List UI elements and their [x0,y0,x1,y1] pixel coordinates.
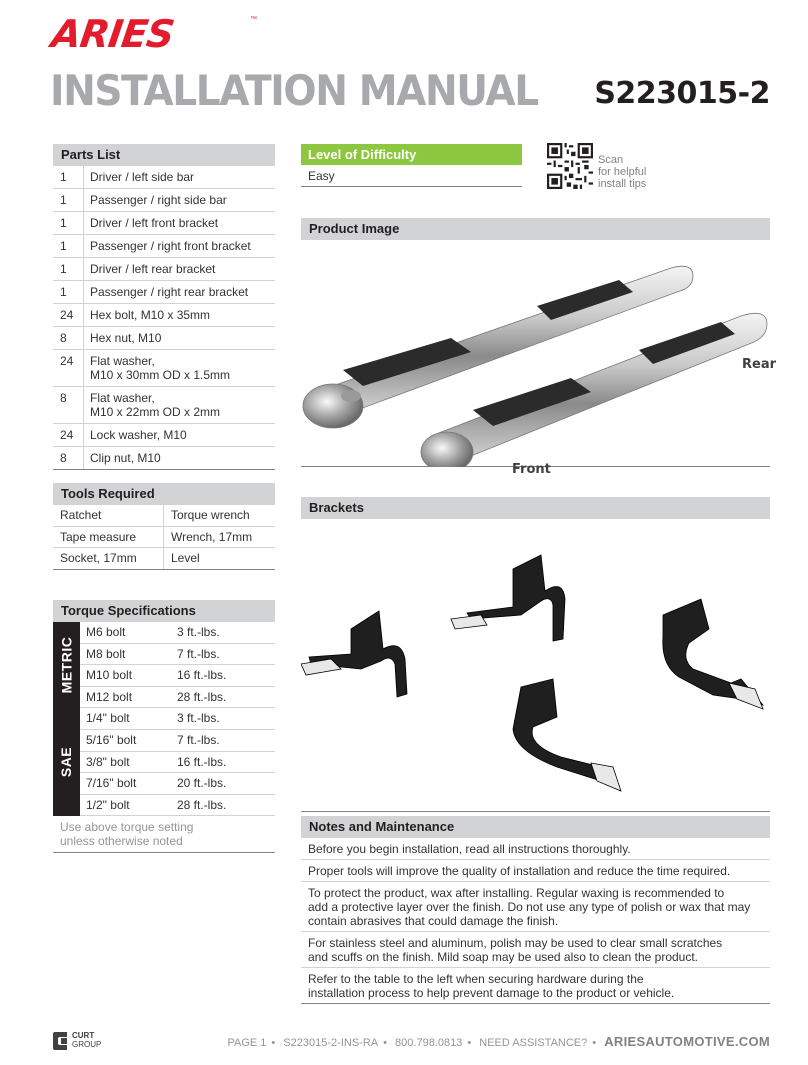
tool-name: Socket, 17mm [53,548,164,569]
torque-specifications [53,600,275,853]
part-desc: Clip nut, M10 [90,451,161,465]
brackets-section [301,497,770,812]
sae-group [53,708,275,816]
torque-row [80,795,275,817]
rear-label: Rear [742,357,777,372]
front-label: Front [512,462,551,477]
parts-row [53,235,275,258]
brackets-image [301,519,770,812]
part-qty: 8 [53,327,84,349]
tool-name: Level [171,551,200,565]
bolt-size: 1/4" bolt [86,711,130,726]
brackets-heading: Brackets [301,497,770,519]
parts-row [53,189,275,212]
part-qty: 1 [53,212,84,234]
phone-number[interactable]: 800.798.0813 [395,1037,463,1049]
part-desc: Driver / left rear bracket [90,262,216,276]
scan-text: Scan for helpful install tips [598,154,647,190]
qr-code-icon[interactable] [547,143,593,189]
bolt-size: M8 bolt [86,646,126,661]
part-qty: 1 [53,281,84,303]
difficulty-value: Easy [301,165,522,187]
torque-value: 20 ft.-lbs. [177,776,227,791]
bolt-size: 1/2" bolt [86,797,130,812]
sae-label: SAE [53,708,80,816]
need-assistance: NEED ASSISTANCE? [479,1037,588,1049]
brackets-illustration [301,519,770,812]
logo-wordmark: ARIES [48,12,177,56]
difficulty-box [301,144,522,187]
torque-row [80,773,275,795]
torque-row [80,730,275,752]
torque-row [80,665,275,687]
note-item: For stainless steel and aluminum, polish may be used to clear small scratches and scuffs on the finish. Mild soap may be used also to clean the product. [301,932,770,968]
part-qty: 8 [53,447,84,469]
bolt-size: M12 bolt [86,689,133,704]
parts-row [53,281,275,304]
part-qty: 24 [53,350,84,386]
part-desc: Passenger / right side bar [90,193,227,207]
tools-heading: Tools Required [53,483,275,505]
part-qty: 24 [53,424,84,446]
tools-row [53,505,275,527]
torque-note: Use above torque setting unless otherwise noted [53,816,275,853]
part-desc: Lock washer, M10 [90,428,187,442]
page-number: PAGE 1 [227,1037,267,1049]
product-image-heading: Product Image [301,218,770,240]
part-desc: Hex nut, M10 [90,331,162,345]
torque-value: 28 ft.-lbs. [177,689,227,704]
torque-row [80,708,275,730]
part-desc: Passenger / right front bracket [90,239,251,253]
parts-row [53,327,275,350]
tool-name: Tape measure [53,527,164,548]
tools-row [53,527,275,549]
part-number: S223015-2 [594,76,770,111]
torque-row [80,622,275,644]
note-item: Proper tools will improve the quality of installation and reduce the time required. [301,860,770,882]
torque-value: 16 ft.-lbs. [177,754,227,769]
part-desc: Driver / left front bracket [90,216,219,230]
note-item: Before you begin installation, read all instructions thoroughly. [301,838,770,860]
bolt-size: 3/8" bolt [86,754,130,769]
torque-row [80,752,275,774]
parts-row [53,387,275,424]
parts-row [53,424,275,447]
tool-name: Torque wrench [171,508,250,522]
bolt-size: 7/16" bolt [86,776,137,791]
part-qty: 1 [53,258,84,280]
part-qty: 1 [53,166,84,188]
part-desc: Flat washer, M10 x 22mm OD x 2mm [90,391,221,419]
part-desc: Flat washer, M10 x 30mm OD x 1.5mm [90,354,231,382]
tools-row [53,548,275,570]
parts-row [53,350,275,387]
torque-heading: Torque Specifications [53,600,275,622]
note-item: To protect the product, wax after installing. Regular waxing is recommended to add a protective layer over the finish. Do not use any type of polish or wax that may contain abrasives that could damage the finish. [301,882,770,932]
difficulty-heading: Level of Difficulty [301,144,522,165]
parts-row [53,447,275,470]
torque-value: 7 ft.-lbs. [177,646,220,661]
curt-group-text: GROUP [72,1040,102,1049]
page-title: INSTALLATION MANUAL [50,66,538,115]
parts-list [53,144,275,470]
tools-required [53,483,275,570]
part-desc: Passenger / right rear bracket [90,285,249,299]
torque-row [80,644,275,666]
part-qty: 8 [53,387,84,423]
side-bars-illustration [301,240,770,467]
metric-label: METRIC [53,622,80,708]
aries-logo [48,12,262,56]
part-desc: Hex bolt, M10 x 35mm [90,308,211,322]
torque-value: 28 ft.-lbs. [177,797,227,812]
torque-value: 3 ft.-lbs. [177,711,220,726]
bolt-size: 5/16" bolt [86,732,137,747]
part-desc: Driver / left side bar [90,170,195,184]
torque-value: 16 ft.-lbs. [177,668,227,683]
note-item: Refer to the table to the left when securing hardware during the installation process to help prevent damage to the product or vehicle. [301,968,770,1004]
website-link[interactable]: ARIESAUTOMOTIVE.COM [604,1034,770,1049]
part-qty: 1 [53,189,84,211]
doc-number: S223015-2-INS-RA [283,1037,379,1049]
parts-row [53,258,275,281]
parts-row [53,212,275,235]
product-image-section [301,218,777,477]
page-footer: PAGE 1 • S223015-2-INS-RA • 800.798.0813 • NEED ASSISTANCE? • ARIESAUTOMOTIVE.COM [227,1034,770,1049]
notes-heading: Notes and Maintenance [301,816,770,838]
trademark: ™ [250,16,257,23]
bolt-size: M10 bolt [86,668,133,683]
tool-name: Wrench, 17mm [171,529,253,544]
bolt-size: M6 bolt [86,625,126,639]
part-qty: 24 [53,304,84,326]
parts-row [53,304,275,327]
curt-wordmark: CURT [72,1031,95,1040]
parts-list-heading: Parts List [53,144,275,166]
notes-section [301,816,770,1004]
torque-value: 7 ft.-lbs. [177,732,220,747]
torque-value: 3 ft.-lbs. [177,625,220,639]
product-image [301,240,777,477]
torque-row [80,687,275,709]
tool-name: Ratchet [53,505,164,526]
parts-row [53,166,275,189]
metric-group [53,622,275,708]
part-qty: 1 [53,235,84,257]
